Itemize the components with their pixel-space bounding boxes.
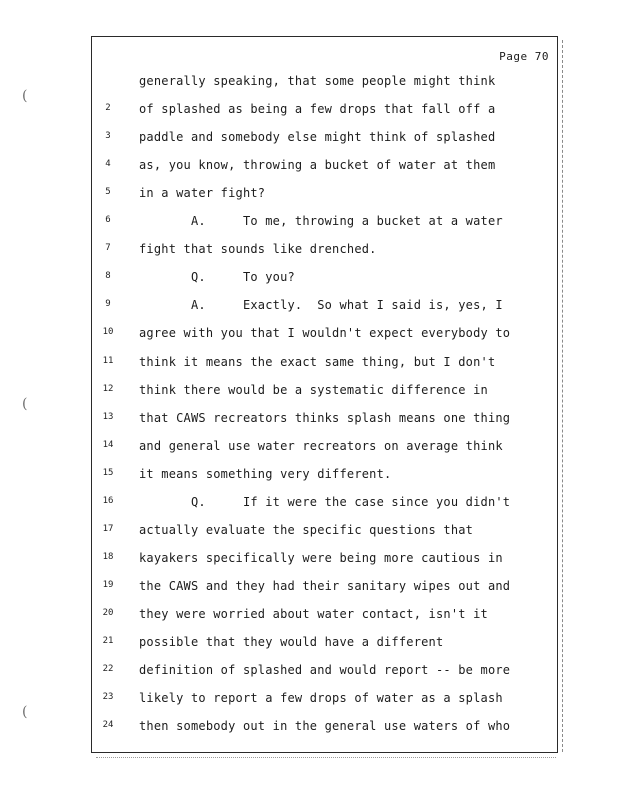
transcript-line bbox=[92, 295, 557, 315]
margin-punch-mark: ( bbox=[22, 396, 28, 412]
line-number: 10 bbox=[102, 327, 114, 338]
line-number: 21 bbox=[102, 636, 114, 646]
transcript-page-frame bbox=[91, 36, 558, 753]
transcript-line bbox=[92, 352, 557, 372]
margin-punch-mark: ( bbox=[22, 88, 28, 104]
transcript-line bbox=[92, 688, 557, 708]
line-text: Q. If it were the case since you didn't bbox=[139, 494, 511, 509]
line-text: actually evaluate the specific questions that bbox=[139, 522, 474, 537]
line-number: 19 bbox=[102, 579, 114, 590]
line-text: think it means the exact same thing, but I don't bbox=[139, 354, 496, 369]
transcript-line bbox=[92, 576, 557, 596]
line-number: 6 bbox=[105, 215, 111, 226]
transcript-line bbox=[92, 548, 557, 568]
line-text: it means something very different. bbox=[139, 466, 392, 481]
transcript-line bbox=[92, 323, 557, 343]
line-text: then somebody out in the general use waters of who bbox=[139, 719, 511, 734]
line-number: 23 bbox=[102, 692, 114, 703]
transcript-line bbox=[92, 155, 557, 175]
line-text: that CAWS recreators thinks splash means one thing bbox=[139, 410, 511, 425]
line-number: 5 bbox=[105, 187, 111, 198]
line-text: A. Exactly. So what I said is, yes, I bbox=[139, 298, 503, 313]
transcript-line bbox=[92, 239, 557, 259]
transcript-line bbox=[92, 408, 557, 428]
line-number: 17 bbox=[102, 523, 114, 534]
margin-punch-mark: ( bbox=[22, 704, 28, 720]
transcript-line bbox=[92, 492, 557, 512]
line-number: 14 bbox=[102, 439, 114, 450]
line-text: kayakers specifically were being more cautious in bbox=[139, 550, 503, 565]
transcript-line bbox=[92, 604, 557, 624]
line-number: 7 bbox=[105, 243, 111, 254]
line-text: likely to report a few drops of water as a splash bbox=[139, 691, 503, 706]
line-number: 13 bbox=[102, 411, 114, 422]
transcript-line bbox=[92, 436, 557, 456]
transcript-line bbox=[92, 632, 557, 652]
line-number: 12 bbox=[102, 383, 114, 394]
line-text: as, you know, throwing a bucket of water at them bbox=[139, 158, 496, 173]
transcript-line bbox=[92, 71, 557, 91]
transcript-line bbox=[92, 380, 557, 400]
line-number: 3 bbox=[105, 131, 111, 142]
line-text: and general use water recreators on average think bbox=[139, 438, 503, 453]
transcript-line bbox=[92, 99, 557, 119]
line-number: 18 bbox=[102, 551, 114, 562]
line-text: agree with you that I wouldn't expect everybody to bbox=[139, 326, 511, 341]
transcript-line bbox=[92, 716, 557, 736]
line-number: 2 bbox=[105, 103, 111, 114]
line-number: 24 bbox=[102, 720, 114, 731]
line-text: A. To me, throwing a bucket at a water bbox=[139, 214, 503, 229]
line-number: 15 bbox=[102, 467, 114, 478]
line-text: paddle and somebody else might think of splashed bbox=[139, 130, 496, 145]
transcript-line bbox=[92, 660, 557, 680]
transcript-line bbox=[92, 211, 557, 231]
line-number: 4 bbox=[105, 159, 111, 170]
line-number: 20 bbox=[102, 607, 114, 618]
line-number: 8 bbox=[105, 271, 111, 282]
page-number: Page 70 bbox=[499, 50, 549, 63]
line-number: 11 bbox=[102, 355, 114, 366]
transcript-line bbox=[92, 183, 557, 203]
bottom-margin-rule bbox=[96, 757, 556, 758]
line-number: 9 bbox=[105, 299, 111, 310]
line-number: 22 bbox=[102, 664, 114, 675]
line-number: 16 bbox=[102, 495, 114, 506]
line-text: Q. To you? bbox=[139, 270, 295, 285]
line-text: of splashed as being a few drops that fall off a bbox=[139, 102, 496, 117]
right-margin-rule bbox=[562, 40, 563, 752]
line-text: fight that sounds like drenched. bbox=[139, 242, 377, 257]
line-text: in a water fight? bbox=[139, 186, 266, 201]
transcript-line bbox=[92, 267, 557, 287]
line-text: definition of splashed and would report -- be more bbox=[139, 663, 511, 678]
transcript-line bbox=[92, 464, 557, 484]
transcript-line bbox=[92, 520, 557, 540]
line-text: they were worried about water contact, isn't it bbox=[139, 606, 488, 621]
transcript-line bbox=[92, 127, 557, 147]
line-text: the CAWS and they had their sanitary wipes out and bbox=[139, 578, 511, 593]
line-text: think there would be a systematic difference in bbox=[139, 382, 488, 397]
line-text: generally speaking, that some people might think bbox=[139, 74, 496, 88]
line-text: possible that they would have a different bbox=[139, 635, 444, 649]
